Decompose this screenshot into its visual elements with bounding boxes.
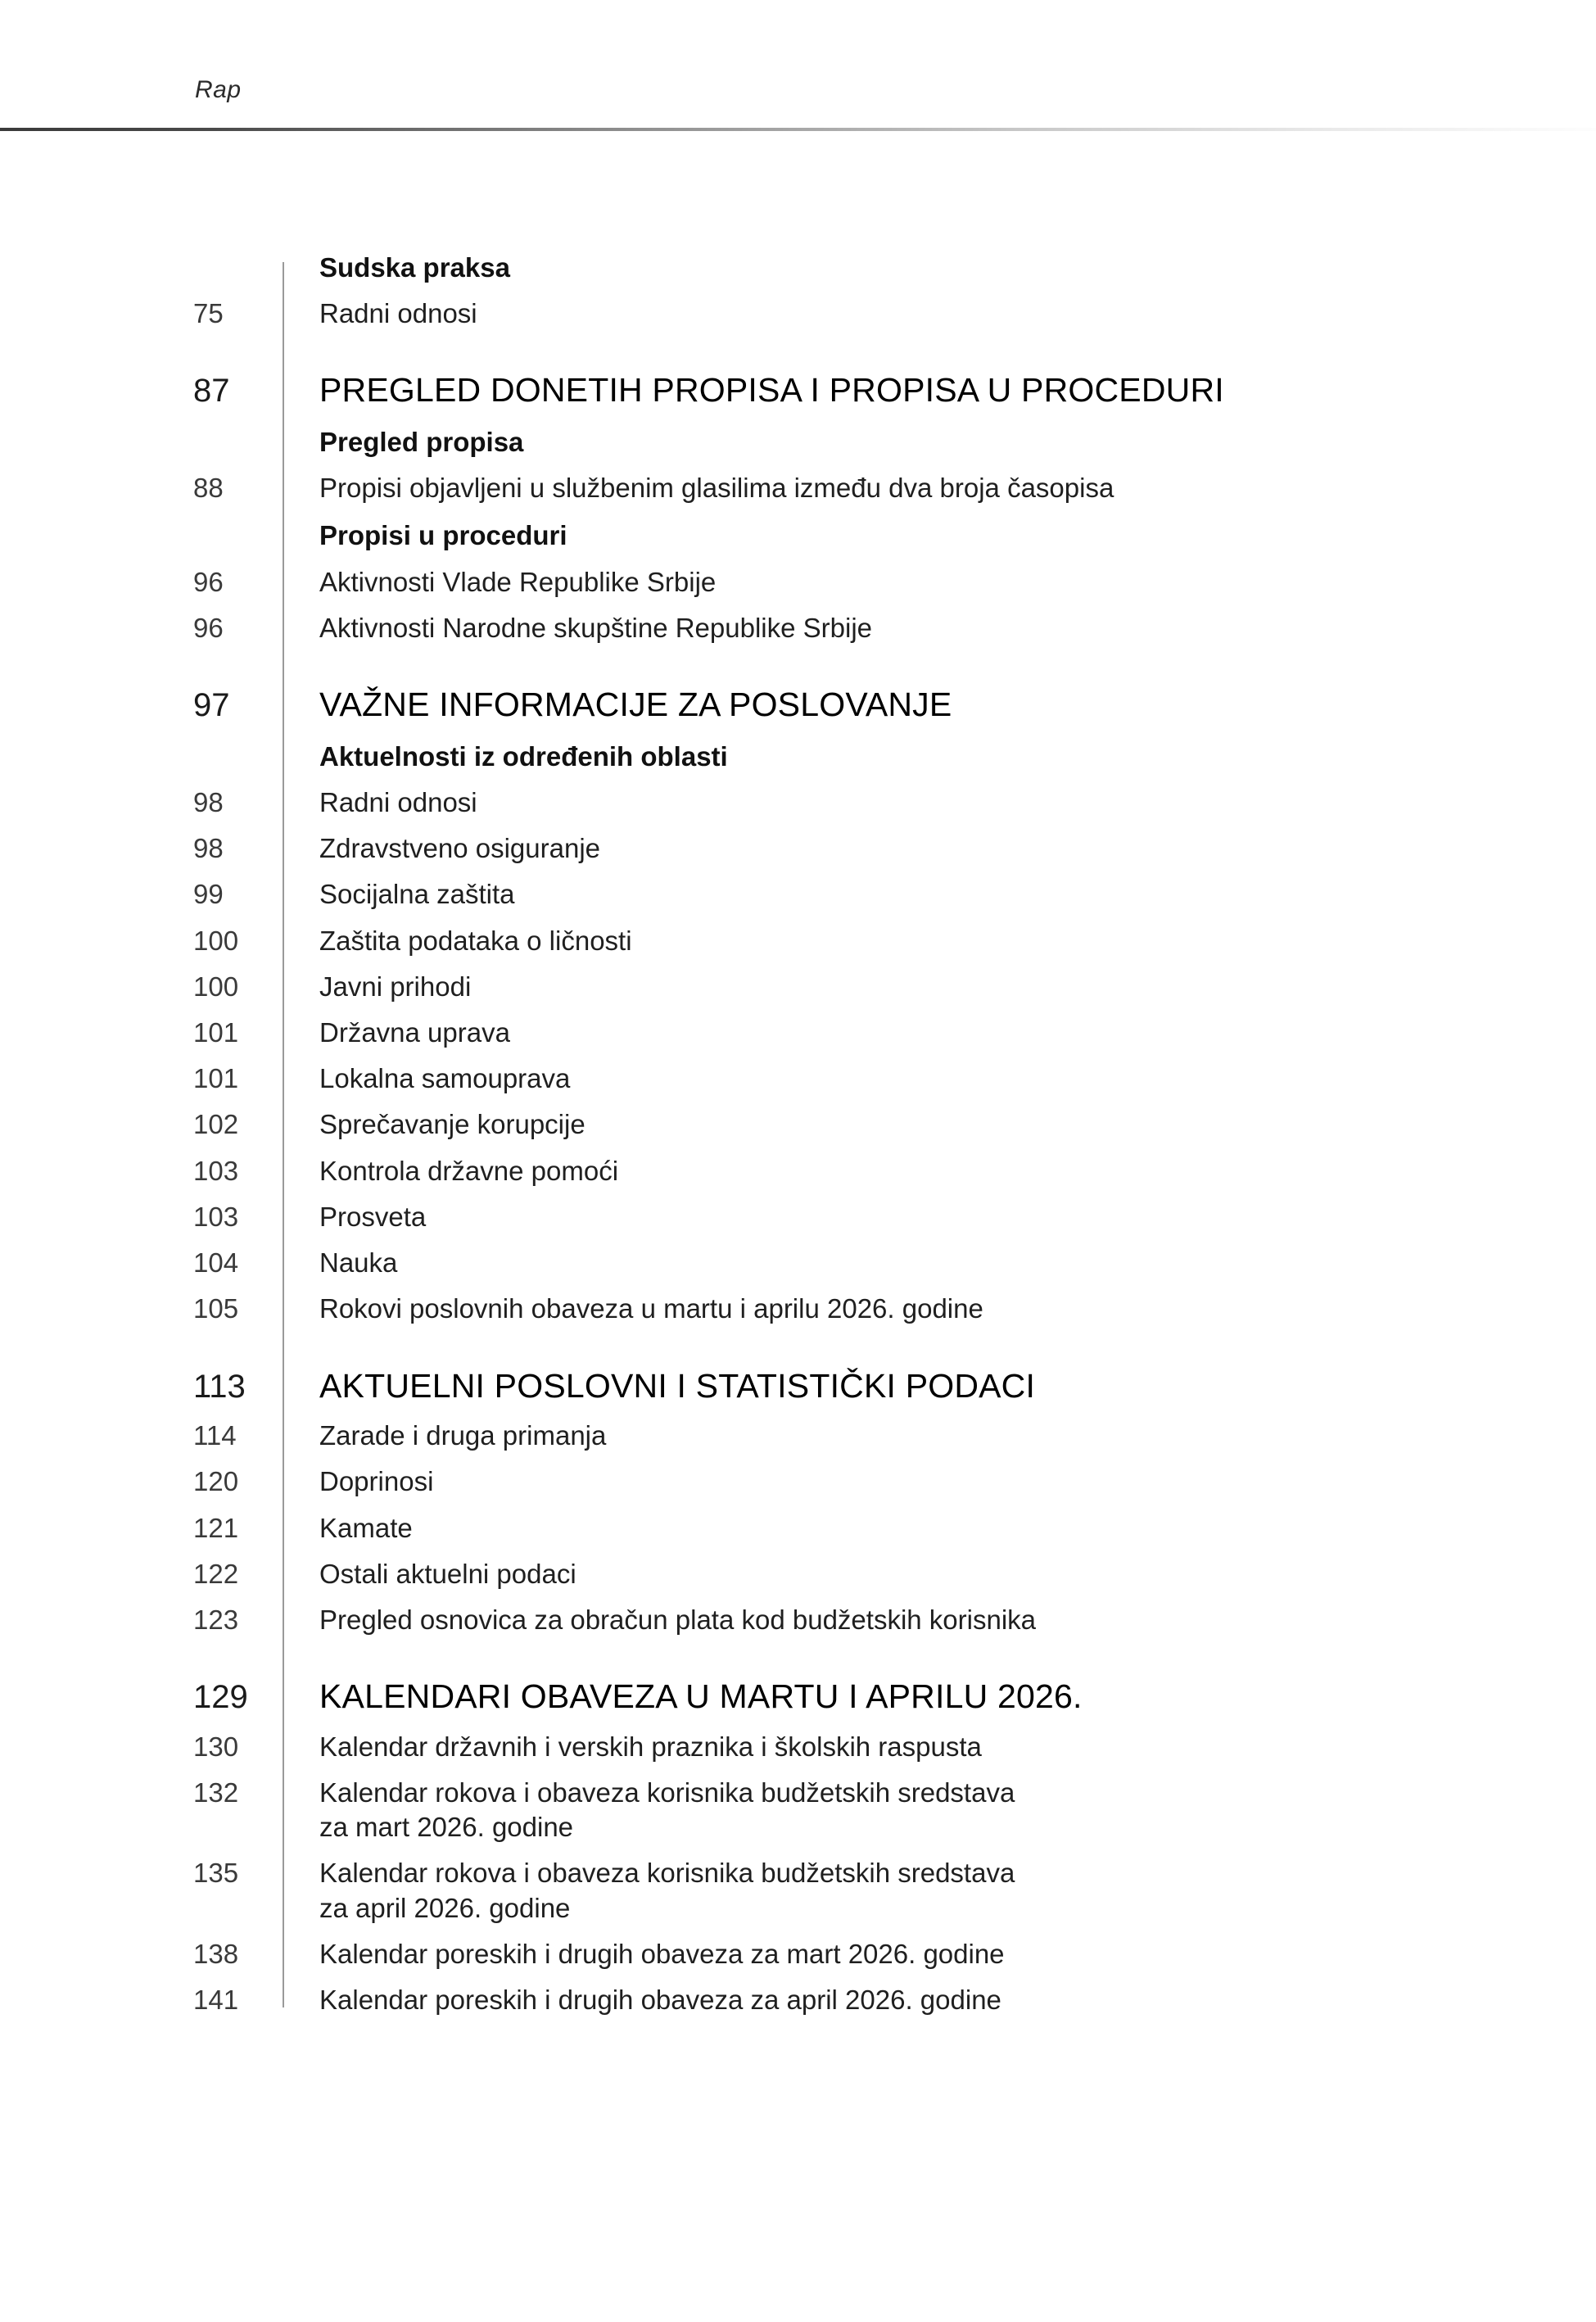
toc-entry-title: Radni odnosi <box>319 786 477 817</box>
toc-title-line: za april 2026. godine <box>319 1892 571 1923</box>
toc-entry-row[interactable] <box>193 1856 1520 1925</box>
toc-page-number: 101 <box>193 1063 239 1094</box>
toc-entry-title: Propisi u proceduri <box>319 520 567 551</box>
toc-entry-row[interactable] <box>193 1464 1520 1499</box>
toc-page-number: 113 <box>193 1368 246 1405</box>
toc-entry-row[interactable] <box>193 1107 1520 1142</box>
toc-page-number: 103 <box>193 1155 239 1186</box>
toc-entry-title: Zarade i druga primanja <box>319 1420 607 1451</box>
toc-entry-row[interactable] <box>193 1200 1520 1234</box>
toc-entry-title: VAŽNE INFORMACIJE ZA POSLOVANJE <box>319 686 952 724</box>
toc-section-row[interactable] <box>193 1675 1520 1718</box>
toc-page-number: 98 <box>193 786 224 817</box>
toc-page-number: 96 <box>193 612 224 643</box>
toc-entry-row[interactable] <box>193 877 1520 912</box>
toc-entry-title: Prosveta <box>319 1201 427 1232</box>
toc-entry-title: Kalendar poreskih i drugih obaveza za april 2026. godine <box>319 1985 1001 2016</box>
toc-entry-title: Aktivnosti Vlade Republike Srbije <box>319 566 717 597</box>
toc-section-row[interactable] <box>193 369 1520 411</box>
toc-entry-title: Kalendar državnih i verskih praznika i školskih raspusta <box>319 1731 982 1762</box>
toc-entry-title <box>283 1856 1520 1925</box>
toc-columns <box>193 251 1520 2017</box>
toc-page-number: 122 <box>193 1558 239 1589</box>
toc-page-number: 120 <box>193 1466 239 1497</box>
toc-entry-row[interactable] <box>193 1776 1520 1844</box>
header-divider-rule <box>0 128 1596 131</box>
toc-entry-title: Aktivnosti Narodne skupštine Republike Srbije <box>319 612 873 643</box>
toc-entry-row[interactable] <box>193 831 1520 866</box>
toc-page-number: 138 <box>193 1938 239 1969</box>
page-header <box>0 0 1596 135</box>
toc-page-number: 103 <box>193 1201 239 1232</box>
toc-entry-title: Radni odnosi <box>319 298 477 329</box>
toc-title-line: za mart 2026. godine <box>319 1812 574 1843</box>
toc-entry-row[interactable] <box>193 1419 1520 1453</box>
toc-page-number: 75 <box>193 298 224 329</box>
toc-entry-title: Državna uprava <box>319 1016 510 1048</box>
toc-entry-title: Socijalna zaštita <box>319 879 515 910</box>
toc-page-number: 102 <box>193 1109 239 1140</box>
toc-page-number: 105 <box>193 1293 239 1324</box>
toc-entry-row[interactable] <box>193 1016 1520 1050</box>
toc-page-number: 104 <box>193 1247 239 1279</box>
toc-entry-row[interactable] <box>193 611 1520 645</box>
toc-entry-title: AKTUELNI POSLOVNI I STATISTIČKI PODACI <box>319 1366 1036 1405</box>
toc-page-number: 100 <box>193 925 239 956</box>
toc-page-number: 141 <box>193 1985 239 2016</box>
toc-page-number: 129 <box>193 1679 248 1716</box>
toc-entry-title: Kamate <box>319 1512 413 1543</box>
toc-entry-row[interactable] <box>193 1557 1520 1591</box>
toc-entry-title: Rokovi poslovnih obaveza u martu i aprilu 2026. godine <box>319 1293 983 1324</box>
toc-entry-title: Ostali aktuelni podaci <box>319 1558 576 1589</box>
toc-entry-row[interactable] <box>193 1061 1520 1096</box>
toc-entry-title: Nauka <box>319 1247 398 1279</box>
toc-entry-title: KALENDARI OBAVEZA U MARTU I APRILU 2026. <box>319 1677 1083 1716</box>
toc-subheading-row[interactable] <box>193 251 1520 285</box>
toc-entry-row[interactable] <box>193 1983 1520 2017</box>
toc-subheading-row[interactable] <box>193 425 1520 459</box>
toc-column-divider <box>283 262 284 2007</box>
toc-entry-title: Sudska praksa <box>319 252 510 283</box>
toc-entry-title: Lokalna samouprava <box>319 1063 571 1094</box>
toc-page-number: 99 <box>193 879 224 910</box>
toc-page-number: 100 <box>193 971 239 1002</box>
toc-entry-row[interactable] <box>193 1292 1520 1326</box>
toc-entry-row[interactable] <box>193 565 1520 600</box>
toc-page-number: 121 <box>193 1512 239 1543</box>
toc-page-number: 88 <box>193 473 224 504</box>
toc-entry-title: PREGLED DONETIH PROPISA I PROPISA U PROCEDURI <box>319 371 1224 410</box>
running-header-label: Rap <box>195 76 242 103</box>
toc-entry-row[interactable] <box>193 1603 1520 1637</box>
toc-entry-title: Propisi objavljeni u službenim glasilima između dva broja časopisa <box>319 473 1114 504</box>
toc-section-row[interactable] <box>193 1365 1520 1407</box>
toc-subheading-row[interactable] <box>193 740 1520 774</box>
toc-page-number: 97 <box>193 687 230 724</box>
toc-entry-row[interactable] <box>193 1511 1520 1546</box>
toc-entry-title: Aktuelnosti iz određenih oblasti <box>319 740 728 772</box>
toc-entry-row[interactable] <box>193 1937 1520 1971</box>
toc-entry-title: Kalendar poreskih i drugih obaveza za mart 2026. godine <box>319 1938 1005 1969</box>
toc-page-number: 87 <box>193 373 230 410</box>
toc-entry-title <box>283 1776 1520 1844</box>
toc-section-row[interactable] <box>193 683 1520 726</box>
toc-row-list <box>193 251 1520 2017</box>
toc-entry-row[interactable] <box>193 296 1520 331</box>
toc-page-number: 132 <box>193 1777 239 1808</box>
toc-title-line: Kalendar rokova i obaveza korisnika budžetskih sredstava <box>319 1858 1015 1889</box>
toc-entry-row[interactable] <box>193 1246 1520 1280</box>
toc-entry-title: Doprinosi <box>319 1466 434 1497</box>
toc-page-number: 98 <box>193 833 224 864</box>
toc-entry-title: Zdravstveno osiguranje <box>319 833 601 864</box>
toc-page-number: 130 <box>193 1731 239 1762</box>
toc-entry-title: Pregled propisa <box>319 426 524 457</box>
toc-entry-title: Pregled osnovica za obračun plata kod budžetskih korisnika <box>319 1605 1037 1636</box>
toc-page-number: 96 <box>193 566 224 597</box>
table-of-contents <box>0 238 1596 2017</box>
toc-subheading-row[interactable] <box>193 518 1520 553</box>
toc-entry-row[interactable] <box>193 1730 1520 1764</box>
toc-entry-title: Kontrola državne pomoći <box>319 1155 619 1186</box>
toc-page-number: 114 <box>193 1420 237 1451</box>
toc-entry-row[interactable] <box>193 970 1520 1004</box>
toc-page-number: 123 <box>193 1605 239 1636</box>
toc-entry-title: Sprečavanje korupcije <box>319 1109 586 1140</box>
toc-entry-row[interactable] <box>193 1154 1520 1188</box>
toc-entry-title: Javni prihodi <box>319 971 472 1002</box>
toc-entry-row[interactable] <box>193 471 1520 505</box>
toc-entry-row[interactable] <box>193 924 1520 958</box>
toc-page-number: 101 <box>193 1016 239 1048</box>
toc-entry-row[interactable] <box>193 785 1520 820</box>
toc-page-number: 135 <box>193 1858 239 1889</box>
toc-title-line: Kalendar rokova i obaveza korisnika budžetskih sredstava <box>319 1777 1015 1808</box>
toc-entry-title: Zaštita podataka o ličnosti <box>319 925 632 956</box>
